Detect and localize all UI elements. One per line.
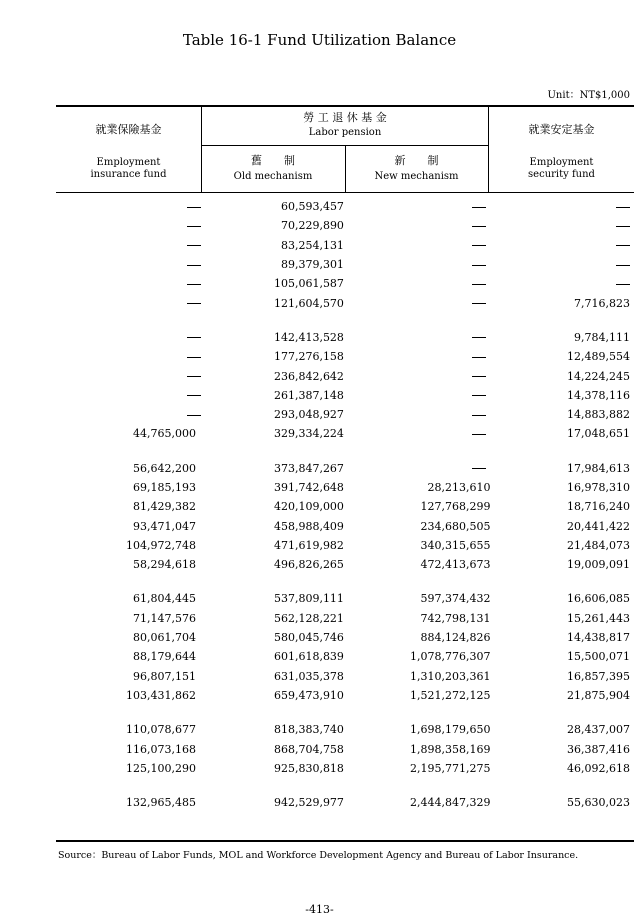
table-cell: [348, 293, 491, 312]
table-cell: [348, 459, 491, 478]
dash-mark: [616, 207, 630, 208]
table-row: [56, 386, 634, 405]
table-cell: 127,768,299: [420, 500, 491, 514]
table-cell: 659,473,910: [273, 688, 344, 702]
table-cell: 2,195,771,275: [409, 761, 491, 775]
labor-pension-header-en: Labor pension: [308, 127, 382, 138]
labor-pension-header-zh: 勞 工 退 休 基 金: [303, 111, 387, 124]
table-row: [56, 686, 634, 705]
dash-mark: [472, 434, 486, 435]
spacer-cell: [348, 313, 491, 328]
spacer-cell: [490, 313, 634, 328]
spacer-cell: [204, 705, 348, 720]
table-cell: 1,078,776,307: [409, 650, 491, 664]
table-row: [56, 628, 634, 647]
table-cell: 818,383,740: [273, 723, 344, 737]
table-cell: 631,035,378: [273, 669, 344, 683]
employment-security-header-zh: 就業安定基金: [528, 123, 595, 136]
old-mechanism-header-zh: 舊 制: [251, 154, 295, 167]
table-row: [56, 647, 634, 666]
dash-mark: [472, 468, 486, 469]
row-spacer: [56, 313, 634, 328]
dash-mark: [472, 226, 486, 227]
table-cell: 28,213,610: [427, 481, 491, 494]
row-spacer: [56, 574, 634, 589]
row-spacer: [56, 705, 634, 720]
dash-mark: [472, 207, 486, 208]
table-row: [56, 793, 634, 812]
table-cell: 420,109,000: [273, 500, 344, 514]
table-cell: 28,437,007: [567, 723, 630, 737]
table-cell: 17,048,651: [567, 427, 630, 441]
table-row: [56, 609, 634, 628]
table-cell: 19,009,091: [567, 558, 630, 572]
table-row: [56, 497, 634, 516]
table-cell: 2,444,847,329: [409, 796, 491, 810]
table-cell: 70,229,890: [280, 219, 344, 233]
table-cell: 236,842,642: [273, 369, 344, 383]
table-cell: [490, 255, 634, 274]
table-cell: 293,048,927: [273, 408, 344, 422]
dash-mark: [472, 284, 486, 285]
table-cell: 1,310,203,361: [409, 669, 491, 683]
table-row: [56, 328, 634, 347]
table-cell: 121,604,570: [273, 296, 344, 310]
table-cell: 105,061,587: [273, 277, 344, 291]
labor-pension-underline: [201, 145, 489, 146]
table-cell: 103,431,862: [125, 688, 196, 702]
dash-mark: [472, 376, 486, 377]
top-rule: [56, 105, 634, 107]
spacer-cell: [490, 705, 634, 720]
spacer-cell: [490, 444, 634, 459]
table-cell: [348, 236, 491, 255]
table-cell: 21,484,073: [567, 538, 630, 552]
table-cell: 942,529,977: [273, 796, 344, 810]
table-row: [56, 667, 634, 686]
dash-mark: [472, 415, 486, 416]
table-row: [56, 197, 634, 216]
table-row: [56, 478, 634, 497]
table-cell: 80,061,704: [132, 631, 196, 645]
table-cell: 16,606,085: [567, 592, 630, 606]
dash-mark: [187, 303, 201, 304]
table-row: [56, 516, 634, 535]
table-row: [56, 459, 634, 478]
spacer-cell: [204, 778, 348, 793]
table-cell: [490, 216, 634, 235]
dash-mark: [187, 226, 201, 227]
table-cell: 18,716,240: [567, 500, 630, 514]
table-row: [56, 236, 634, 255]
spacer-cell: [56, 444, 204, 459]
table-cell: 46,092,618: [567, 761, 630, 775]
table-cell: 14,883,882: [567, 408, 630, 422]
table-cell: [348, 386, 491, 405]
table-cell: 104,972,748: [125, 538, 196, 552]
table-cell: 60,593,457: [280, 200, 344, 214]
table-cell: 81,429,382: [132, 500, 196, 514]
table-cell: [348, 197, 491, 216]
table-cell: 16,857,395: [567, 669, 630, 683]
table-cell: [56, 197, 204, 216]
table-row: [56, 347, 634, 366]
dash-mark: [616, 226, 630, 227]
spacer-cell: [490, 778, 634, 793]
dash-mark: [187, 284, 201, 285]
table-cell: [490, 274, 634, 293]
table-cell: 44,765,000: [132, 427, 196, 441]
table-cell: 125,100,290: [125, 761, 196, 775]
table-cell: 1,698,179,650: [409, 723, 491, 737]
table-cell: [56, 255, 204, 274]
table-cell: 36,387,416: [567, 742, 630, 756]
dash-mark: [472, 357, 486, 358]
table-cell: 12,489,554: [567, 350, 630, 364]
dash-mark: [616, 265, 630, 266]
dash-mark: [472, 265, 486, 266]
table-row: [56, 589, 634, 608]
table-cell: [56, 366, 204, 385]
table-row: [56, 536, 634, 555]
dash-mark: [187, 207, 201, 208]
table-cell: 742,798,131: [420, 611, 491, 625]
table-cell: 391,742,648: [273, 481, 344, 494]
table-cell: [490, 236, 634, 255]
table-cell: [348, 255, 491, 274]
spacer-cell: [348, 778, 491, 793]
source-note: Source：Bureau of Labor Funds, MOL and Workforce Development Agency and Bureau of Labor Insurance.: [58, 850, 579, 861]
table-cell: [56, 405, 204, 424]
table-cell: 16,978,310: [567, 481, 630, 494]
table-cell: 601,618,839: [273, 650, 344, 664]
table-cell: 884,124,826: [420, 631, 491, 645]
table-cell: 329,334,224: [273, 427, 344, 441]
table-cell: [348, 328, 491, 347]
table-cell: [56, 216, 204, 235]
table-cell: 116,073,168: [125, 742, 196, 756]
table-row: [56, 555, 634, 574]
unit-label: Unit：NT$1,000: [547, 90, 630, 101]
table-cell: 458,988,409: [273, 519, 344, 533]
table-cell: 234,680,505: [420, 519, 491, 533]
spacer-cell: [490, 574, 634, 589]
employment-insurance-header-en: Employment insurance fund: [90, 157, 167, 180]
dash-mark: [187, 395, 201, 396]
spacer-cell: [56, 778, 204, 793]
dash-mark: [187, 357, 201, 358]
spacer-cell: [56, 313, 204, 328]
table-title: Table 16-1 Fund Utilization Balance: [182, 31, 457, 49]
table-cell: 89,379,301: [280, 258, 344, 272]
dash-mark: [472, 245, 486, 246]
spacer-cell: [204, 574, 348, 589]
table-cell: [490, 197, 634, 216]
table-cell: 14,224,245: [567, 369, 630, 383]
table-cell: [56, 293, 204, 312]
table-row: [56, 424, 634, 443]
table-cell: 96,807,151: [132, 669, 196, 683]
table-cell: 580,045,746: [273, 631, 344, 645]
spacer-cell: [348, 444, 491, 459]
row-spacer: [56, 778, 634, 793]
new-mechanism-header-zh: 新 制: [394, 154, 439, 167]
dash-mark: [472, 337, 486, 338]
table-row: [56, 274, 634, 293]
dash-mark: [616, 284, 630, 285]
dash-mark: [472, 395, 486, 396]
table-bottom-rule: [56, 840, 634, 842]
table-cell: 1,521,272,125: [409, 688, 491, 702]
table-cell: 472,413,673: [420, 558, 491, 572]
spacer-cell: [204, 313, 348, 328]
table-cell: [56, 386, 204, 405]
table-cell: [348, 274, 491, 293]
dash-mark: [187, 376, 201, 377]
table-cell: 132,965,485: [125, 796, 196, 810]
dash-mark: [187, 415, 201, 416]
table-cell: 537,809,111: [273, 592, 344, 606]
table-cell: 88,179,644: [132, 650, 196, 664]
dash-mark: [187, 265, 201, 266]
table-cell: 7,716,823: [574, 296, 630, 310]
table-cell: [56, 274, 204, 293]
table-cell: 177,276,158: [273, 350, 344, 364]
table-cell: 17,984,613: [567, 461, 630, 475]
page-number: -413-: [305, 903, 334, 916]
table-cell: 14,378,116: [567, 388, 630, 402]
table-cell: 83,254,131: [280, 238, 344, 252]
table-row: [56, 759, 634, 778]
spacer-cell: [348, 574, 491, 589]
table-row: [56, 405, 634, 424]
table-cell: 20,441,422: [567, 519, 630, 533]
table-cell: 597,374,432: [420, 592, 491, 606]
table-cell: 61,804,445: [132, 592, 196, 606]
spacer-cell: [56, 705, 204, 720]
table-row: [56, 216, 634, 235]
table-cell: 93,471,047: [132, 519, 196, 533]
table-row: [56, 255, 634, 274]
table-cell: 471,619,982: [273, 538, 344, 552]
table-cell: 925,830,818: [273, 761, 344, 775]
table-cell: 69,185,193: [132, 481, 196, 494]
table-cell: [348, 405, 491, 424]
table-cell: 21,875,904: [567, 688, 630, 702]
new-mechanism-header-en: New mechanism: [374, 171, 459, 182]
table-cell: [56, 236, 204, 255]
row-spacer: [56, 444, 634, 459]
dash-mark: [472, 303, 486, 304]
table-cell: 261,387,148: [273, 388, 344, 402]
table-cell: [56, 347, 204, 366]
spacer-cell: [56, 574, 204, 589]
table-cell: 15,500,071: [567, 650, 630, 664]
table-cell: 14,438,817: [567, 631, 630, 645]
table-cell: 56,642,200: [132, 461, 196, 475]
table-cell: 562,128,221: [273, 611, 344, 625]
table-cell: 15,261,443: [567, 611, 630, 625]
employment-security-header-en: Employment security fund: [528, 157, 595, 180]
table-cell: 868,704,758: [273, 742, 344, 756]
spacer-cell: [204, 444, 348, 459]
table-row: [56, 739, 634, 758]
dash-mark: [616, 245, 630, 246]
table-cell: [348, 424, 491, 443]
table-cell: [348, 216, 491, 235]
table-cell: [348, 366, 491, 385]
table-cell: 373,847,267: [273, 461, 344, 475]
dash-mark: [187, 337, 201, 338]
table-cell: 58,294,618: [132, 558, 196, 572]
employment-insurance-header-zh: 就業保險基金: [95, 123, 162, 136]
table-cell: 71,147,576: [132, 611, 196, 625]
fund-balance-table: [56, 197, 634, 812]
table-cell: [348, 347, 491, 366]
table-cell: 110,078,677: [125, 723, 196, 737]
table-cell: 9,784,111: [574, 330, 630, 344]
old-mechanism-header-en: Old mechanism: [233, 171, 313, 182]
table-row: [56, 720, 634, 739]
table-cell: 55,630,023: [567, 796, 630, 810]
table-row: [56, 366, 634, 385]
dash-mark: [187, 245, 201, 246]
table-cell: [56, 328, 204, 347]
table-cell: 496,826,265: [273, 558, 344, 572]
table-cell: 1,898,358,169: [409, 742, 491, 756]
table-cell: 142,413,528: [273, 330, 344, 344]
table-row: [56, 293, 634, 312]
table-cell: 340,315,655: [420, 538, 491, 552]
spacer-cell: [348, 705, 491, 720]
